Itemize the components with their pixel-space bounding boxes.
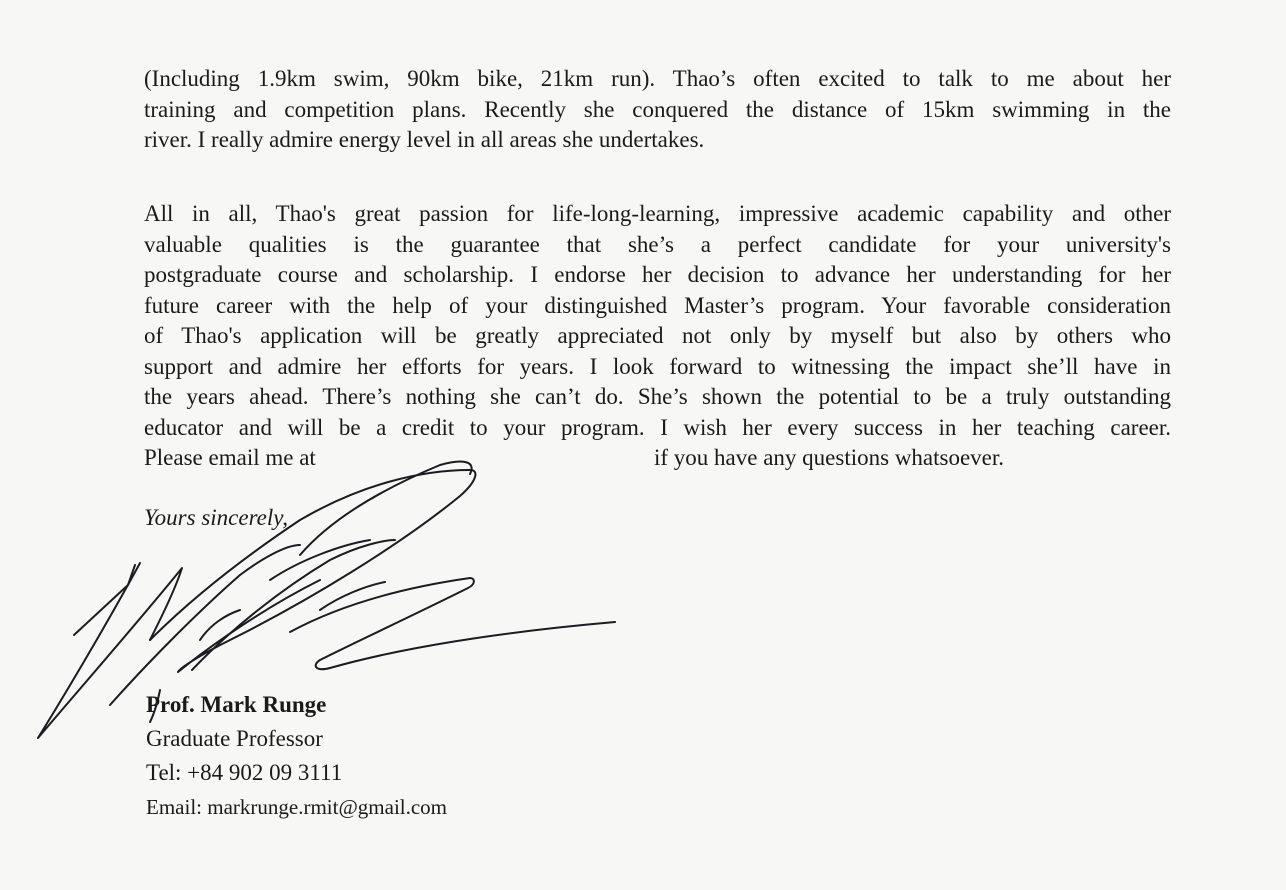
text-line: All in all, Thao's great passion for life-long-learning, impressive academic capability and other <box>144 201 1171 226</box>
signature-block <box>146 688 447 824</box>
text-line: support and admire her efforts for years. I look forward to witnessing the impact she’ll have in <box>144 353 1171 379</box>
closing-salutation: Yours sincerely, <box>144 505 288 530</box>
text-line: future career with the help of your distinguished Master’s program. Your favorable consideration <box>144 292 1171 318</box>
text-line: postgraduate course and scholarship. I endorse her decision to advance her understanding for her <box>144 262 1171 287</box>
email-request-line <box>144 443 1171 474</box>
paragraph-training <box>144 64 1171 156</box>
signer-role: Graduate Professor <box>146 726 323 751</box>
text-line: valuable qualities is the guarantee that she’s a perfect candidate for your university's <box>144 231 1171 257</box>
signer-email: Email: markrunge.rmit@gmail.com <box>146 795 448 819</box>
text-line: training and competition plans. Recently she conquered the distance of 15km swimming in the <box>144 96 1171 122</box>
signer-name: Prof. Mark Runge <box>146 692 327 717</box>
text-line: of Thao's application will be greatly appreciated not only by myself but also by others who <box>144 323 1171 348</box>
text-line: river. I really admire energy level in all areas she undertakes. <box>144 127 705 152</box>
text-line: educator and will be a credit to your program. I wish her every success in her teaching career. <box>144 414 1171 440</box>
text-line: (Including 1.9km swim, 90km bike, 21km run). Thao’s often excited to talk to me about her <box>144 66 1171 91</box>
text-line: the years ahead. There’s nothing she can’t do. She’s shown the potential to be a truly outstanding <box>144 384 1171 409</box>
email-request-before: Please email me at <box>144 445 316 470</box>
paragraph-recommendation <box>144 199 1171 474</box>
signer-phone: Tel: +84 902 09 3111 <box>146 760 343 785</box>
email-request-after: if you have any questions whatsoever. <box>654 445 1005 470</box>
